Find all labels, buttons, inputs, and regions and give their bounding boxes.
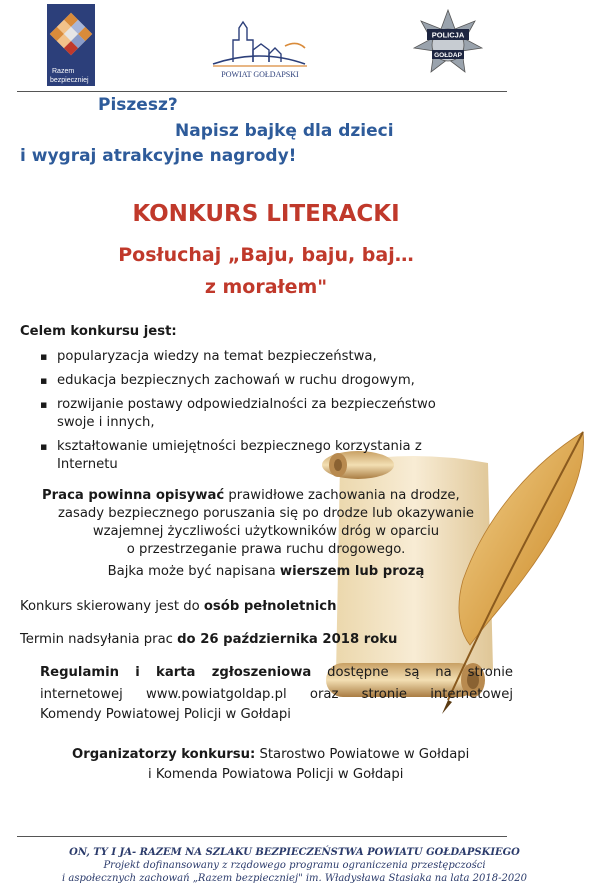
work-description-bold: Praca powinna opisywać <box>42 488 225 503</box>
svg-text:POWIAT GOŁDAPSKI: POWIAT GOŁDAPSKI <box>221 70 299 79</box>
goal-item: ▪ popularyzacja wiedzy na temat bezpieczeństwa, <box>40 348 490 366</box>
work-description-line-4: o przestrzeganie prawa ruchu drogowego. <box>126 542 406 557</box>
footer <box>0 846 589 885</box>
organizers-line-2: i Komenda Powiatowa Policji w Gołdapi <box>148 767 404 782</box>
contest-subtitle-line-2: z morałem" <box>204 276 328 298</box>
work-form-line: Bajka może być napisana wierszem lub prozą <box>107 564 425 579</box>
footer-line-3: i aspołecznych zachowań „Razem bezpieczniej" im. Władysława Stasiaka na lata 2018-2020 <box>62 873 527 884</box>
goal-item: ▪ rozwijanie postawy odpowiedzialności za bezpieczeństwo swoje i innych, <box>40 396 477 432</box>
goal-item: ▪ kształtowanie umiejętności bezpiecznego korzystania z Internetu <box>40 438 462 474</box>
rules-line-2: internetowej www.powiatgoldap.pl oraz stronie internetowej <box>40 687 513 702</box>
goals-list <box>40 348 490 480</box>
razem-bezpieczniej-logo <box>47 4 95 86</box>
footer-line-1: ON, TY I JA- RAZEM NA SZLAKU BEZPIECZEŃSTWA POWIATU GOŁDAPSKIEGO <box>69 847 520 858</box>
intro-line-3: i wygraj atrakcyjne nagrody! <box>20 146 297 166</box>
intro-line-2: Napisz bajkę dla dzieci <box>175 121 394 141</box>
powiat-goldapski-logo <box>205 18 315 80</box>
rules-line-3: Komendy Powiatowej Policji w Gołdapi <box>40 707 291 722</box>
footer-divider <box>17 836 507 837</box>
header-divider <box>17 91 507 92</box>
goals-heading: Celem konkursu jest: <box>20 324 177 339</box>
svg-text:bezpieczniej: bezpieczniej <box>50 77 89 84</box>
rules-line-1: Regulamin i karta zgłoszeniowa dostępne są na stronie <box>40 665 513 680</box>
work-description-line-3: wzajemnej życzliwości użytkowników dróg w oparciu <box>92 524 440 539</box>
goal-item: ▪ edukacja bezpiecznych zachowań w ruchu drogowym, <box>40 372 490 390</box>
svg-text:POLICJA: POLICJA <box>431 30 465 40</box>
policja-goldap-star-logo <box>413 9 483 79</box>
organizers-line-1: Organizatorzy konkursu: Starostwo Powiatowe w Gołdapi <box>72 747 470 762</box>
svg-text:Razem: Razem <box>52 68 75 75</box>
audience-line: Konkurs skierowany jest do osób pełnoletnich <box>20 599 337 614</box>
work-description-line-2: zasady bezpiecznego poruszania się po drodze lub okazywanie <box>57 506 475 521</box>
contest-title: KONKURS LITERACKI <box>132 201 400 227</box>
contest-subtitle-line-1: Posłuchaj „Baju, baju, baj… <box>118 244 414 266</box>
footer-line-2: Projekt dofinansowany z rządowego programu ograniczenia przestępczości <box>103 860 486 871</box>
intro-line-1: Piszesz? <box>98 95 178 115</box>
work-description-line-1: Praca powinna opisywać prawidłowe zachowania na drodze, <box>42 488 460 503</box>
svg-text:GOŁDAP: GOŁDAP <box>434 52 462 59</box>
deadline-line: Termin nadsyłania prac do 26 października 2018 roku <box>20 632 398 647</box>
